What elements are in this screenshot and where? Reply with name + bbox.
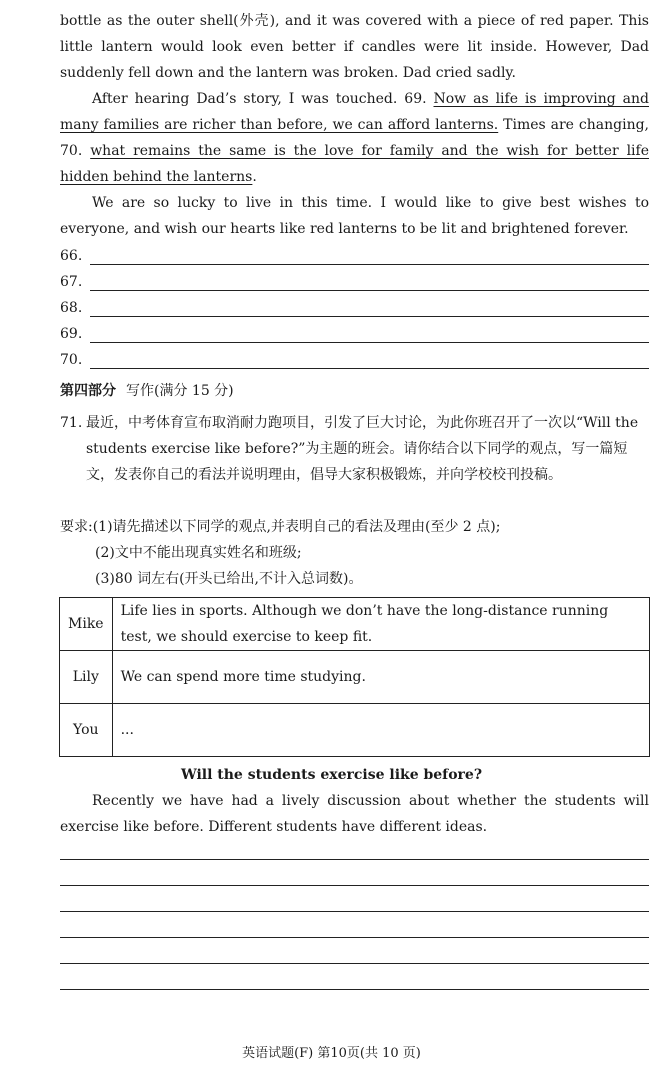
writing-line[interactable]: [60, 859, 649, 860]
answer-number: 66.: [60, 248, 83, 264]
section-heading: [60, 378, 234, 404]
answer-number: 70.: [60, 352, 83, 368]
student-name: Lily: [60, 651, 113, 704]
answer-number: 69.: [60, 326, 83, 342]
passage-paragraph-1: bottle as the outer shell(外壳), and it was covered with a piece of red paper. This little lantern would look even better if candles were lit inside. However, Dad suddenly fell down and the lantern was broken. Dad cried sadly.: [60, 13, 649, 81]
answer-line-70[interactable]: [60, 347, 649, 373]
writing-line[interactable]: [60, 989, 649, 990]
passage-paragraph-2: [60, 86, 649, 190]
answer-line-69[interactable]: [60, 321, 649, 347]
p2-mid: Times are changing, 70.: [60, 117, 649, 159]
section-title: 写作(满分 15 分): [126, 383, 234, 399]
passage-paragraph-3: We are so lucky to live in this time. I would like to give best wishes to everyone, and wish our hearts like red lanterns to be lit and brightened forever.: [60, 195, 649, 237]
task-number: 71.: [60, 415, 83, 431]
opinions-table: [59, 597, 650, 757]
task-71: [60, 410, 649, 488]
requirement-2: (2)文中不能出现真实姓名和班级;: [95, 545, 302, 561]
answer-69-underlined: Now as life is improving and many families are richer than before, we can afford lanterns.: [60, 91, 649, 133]
student-opinion: ...: [112, 704, 649, 757]
p2-pre: After hearing Dad’s story, I was touched. 69.: [92, 91, 434, 107]
section-label: 第四部分: [60, 383, 116, 399]
student-name: You: [60, 704, 113, 757]
student-opinion: Life lies in sports. Although we don’t have the long-distance running test, we should exercise to keep fit.: [112, 598, 649, 651]
requirement-3: (3)80 词左右(开头已给出,不计入总词数)。: [95, 571, 363, 587]
answer-number: 67.: [60, 274, 83, 290]
page-footer: 英语试题(F) 第10页(共 10 页): [242, 1046, 421, 1061]
table-row: [60, 704, 650, 757]
p2-end: .: [252, 169, 257, 185]
writing-line[interactable]: [60, 885, 649, 886]
student-opinion: We can spend more time studying.: [112, 651, 649, 704]
answer-70-underlined: what remains the same is the love for family and the wish for better life hidden behind the lanterns: [60, 143, 649, 185]
writing-line[interactable]: [60, 911, 649, 912]
table-row: [60, 651, 650, 704]
answer-line-66[interactable]: [60, 243, 649, 269]
answer-number: 68.: [60, 300, 83, 316]
answer-line-67[interactable]: [60, 269, 649, 295]
essay-title: Will the students exercise like before?: [180, 767, 483, 783]
requirement-1: 要求:(1)请先描述以下同学的观点,并表明自己的看法及理由(至少 2 点);: [60, 519, 501, 535]
essay-opening: Recently we have had a lively discussion about whether the students will exercise like before. Different students have different ideas.: [60, 793, 649, 835]
task-prompt: 最近，中考体育宣布取消耐力跑项目，引发了巨大讨论，为此你班召开了一次以“Will the students exercise like before?”为主题的班会。请你结合以下同学的观点，写一篇短文，发表你自己的看法并说明理由，倡导大家积极锻炼，并向学校校刊投稿。: [86, 415, 639, 483]
table-row: [60, 598, 650, 651]
writing-line[interactable]: [60, 963, 649, 964]
answer-line-68[interactable]: [60, 295, 649, 321]
student-name: Mike: [60, 598, 113, 651]
writing-line[interactable]: [60, 937, 649, 938]
